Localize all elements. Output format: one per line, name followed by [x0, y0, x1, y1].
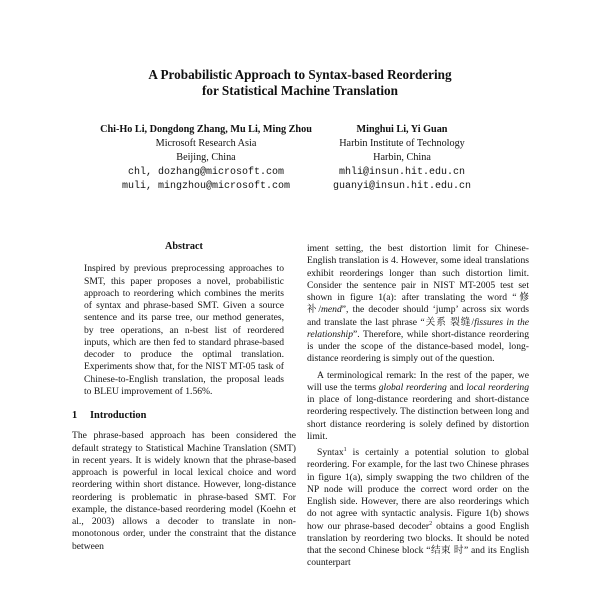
author-affiliation: Harbin Institute of Technology	[339, 138, 465, 150]
abstract-text: Inspired by previous preprocessing approaches to SMT, this paper proposes a novel, probabilistic approach to reordering which combines the merits of syntax and phrase-based SMT. Given a source sentence and its parse tree, our method generates, by tree operations, an n-best list of reordered inputs, which are then fed to standard phrase-based decoder to produce the optimal translation. Experiments show that, for the NIST MT-05 task of Chinese-to-English translation, the proposal leads to BLEU improvement of 1.56%.	[84, 263, 284, 397]
author-email: guanyi@insun.hit.edu.cn	[332, 180, 472, 192]
paper-title	[0, 67, 600, 99]
footnote-marker: 1	[343, 446, 347, 453]
author-block-right	[318, 123, 486, 194]
intro-paragraph: The phrase-based approach has been considered the default strategy to Statistical Machine Translation (SMT) in recent years. It is widely known that the phrase-based approach is powerful in local lexical choice and word reordering within short distance. However, long-distance reordering is problematic in phrase-based SMT. For example, the distance-based reordering model (Koehn et al., 2003) allows a decoder to translate in non-monotonous order, under the constraint that the distance between	[72, 430, 296, 552]
author-email: chl, dozhang@microsoft.com	[127, 166, 285, 178]
body-paragraph: iment setting, the best distortion limit for Chinese-English translation is 4. However, some ideal translations exhibit reorderings longer than such distortion limit. Consider the sentence pair in NIST MT-2005 test set shown in figure 1(a): after translating the word “修补/mend”, the decoder should ‘jump’ across six words and translate the last phrase “关系 裂缝/fissures in the relationship”. Therefore, while short-distance reordering is under the scope of the distance-based model, long-distance reordering is simply out of the question.	[307, 243, 529, 365]
author-names: Minghui Li, Yi Guan	[356, 124, 448, 135]
title-line-2: for Statistical Machine Translation	[202, 83, 398, 98]
right-column	[307, 243, 529, 570]
section-number: 1	[72, 410, 78, 421]
title-line-1: A Probabilistic Approach to Syntax-based Reordering	[148, 67, 452, 82]
left-column	[72, 241, 296, 553]
author-city: Harbin, China	[373, 152, 431, 164]
author-affiliation: Microsoft Research Asia	[155, 138, 257, 150]
footnote-marker: 2	[429, 520, 433, 527]
section-heading	[72, 410, 296, 422]
author-email: mhli@insun.hit.edu.cn	[338, 166, 466, 178]
author-names: Chi-Ho Li, Dongdong Zhang, Mu Li, Ming Zhou	[100, 124, 312, 135]
author-city: Beijing, China	[176, 152, 236, 164]
body-paragraph: A terminological remark: In the rest of the paper, we will use the terms global reordering and local reordering in place of long-distance reordering and short-distance reordering respectively. The distinction between long and short distance reordering is solely defined by distortion limit.	[307, 369, 529, 442]
author-block-left	[70, 123, 342, 194]
body-paragraph: Syntax$^1$ is certainly a potential solution to global reordering. For example, for the last two Chinese phrases in figure 1(a), simply swapping the two children of the NP node will produce the correct word order on the English side. However, there are also reorderings which do not agree with syntactic analysis. Figure 1(b) shows how our phrase-based decoder$^2$ obtains a good English translation by reordering two blocks. It should be noted that the second Chinese block “结束 时” and its English counterpart	[307, 446, 529, 569]
section-title: Introduction	[90, 410, 147, 421]
author-email: muli, mingzhou@microsoft.com	[121, 180, 291, 192]
abstract-heading: Abstract	[165, 241, 203, 252]
